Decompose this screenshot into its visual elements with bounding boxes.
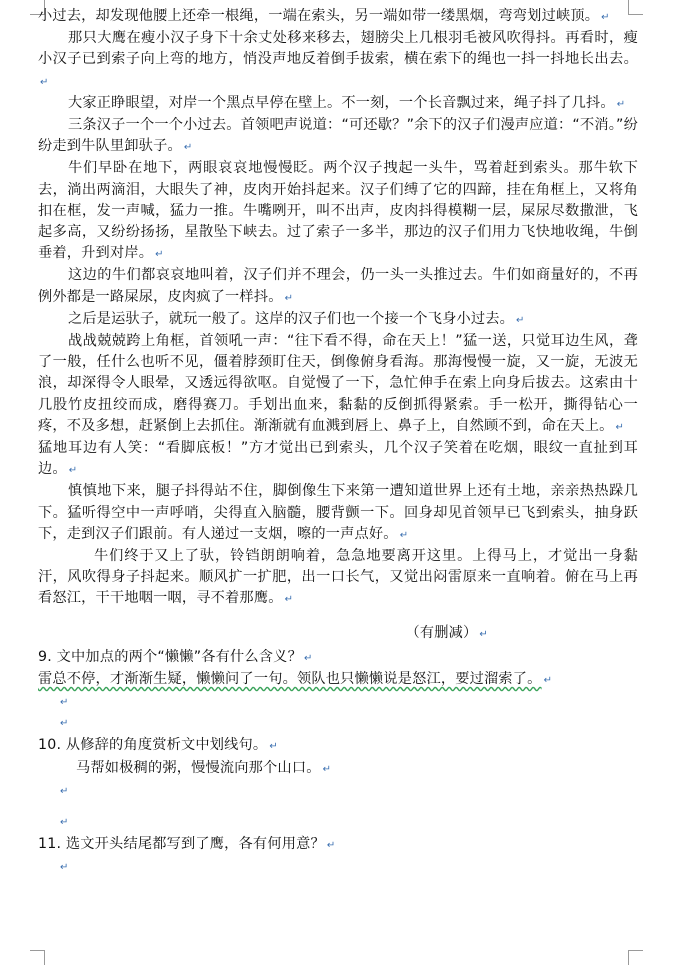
paragraph-mark-icon: ↵: [399, 529, 409, 541]
question-9-excerpt: 雷总不停，才渐渐生疑，懒懒问了一句。领队也只懒懒说是怒江，要过溜索了。 ↵: [38, 671, 553, 688]
paragraph-mark-icon: ↵: [269, 741, 278, 753]
paragraph-mark-icon: ↵: [284, 594, 294, 606]
paragraph: 这边的牛们都哀哀地叫着，汉子们并不理会，仍一头一头推过去。牛们如商量好的，不再例外都是一路屎尿，皮肉疯了一样抖。 ↵: [38, 267, 638, 305]
paragraph-mark-icon: ↵: [155, 249, 164, 261]
answer-blank[interactable]: [38, 691, 638, 712]
paragraph-mark-icon: ↵: [284, 292, 294, 304]
paragraph-mark-icon: ↵: [68, 465, 78, 477]
paragraph: 牛们终于又上了驮，铃铛朗朗响着，急急地要离开这里。上得马上，才觉出一身黏汗，风吹得身子抖起来。顺风扩一扩肥，出一口长气，又觉出闷雷原来一直响着。俯在马上再看怒江，干干地咽一咽，寻不着那鹰。 ↵: [38, 548, 638, 607]
paragraph-mark-icon: ↵: [616, 98, 626, 110]
paragraph-mark-icon: ↵: [303, 652, 313, 664]
paragraph: 慎慎地下来，腿子抖得站不住，脚倒像生下来第一遭知道世界上还有土地，亲亲热热跺几下。猛听得空中一声呼哨，尖得直入脑髓，腰背颤一下。回身却见首领早已飞到索头，抽身跃下，走到汉子们跟前。有人递过一支烟，嚓的一声点好。 ↵: [38, 483, 638, 542]
answer-blank[interactable]: [38, 811, 638, 832]
paragraph-mark-icon: ↵: [479, 628, 488, 640]
question-11: 11. 选文开头结尾都写到了鹰，各有何用意？ ↵: [38, 835, 336, 852]
paragraph: 大家正睁眼望，对岸一个黑点早停在壁上。不一刻，一个长音飘过来，绳子抖了几抖。 ↵: [68, 94, 626, 111]
question-10: 10. 从修辞的角度赏析文中划线句。 ↵: [38, 737, 278, 754]
paragraph: 小过去，却发现他腰上还牵一根绳，一端在索头，另一端如带一缕黑烟，弯弯划过峡顶。 ↵: [38, 8, 610, 24]
paragraph: 战战兢兢跨上角框，首领吼一声：“往下看不得，命在天上！”猛一送，只觉耳边生风，聋了一般，任什么也听不见，僵着脖颈盯住天，倒像俯身看海。那海慢慢一旋，又一旋，无波无浪，却深得令人眼晕，又透远得欲呕。自觉慢了一下，急忙伸手在索上向身后拔去。这索由十几股竹皮扭绞而成，磨得赛刀。手划出血来，黏黏的反倒抓得紧索。手一松开，撕得钻心一疼，不及多想，赶紧倒上去抓住。渐渐就有血溅到唇上、鼻子上，自然顾不到，命在天上。 ↵: [38, 333, 638, 434]
paragraph-mark-icon: ↵: [183, 142, 193, 154]
paragraph-mark-icon: ↵: [60, 816, 69, 828]
question-9: 9. 文中加点的两个“懒懒”各有什么含义？ ↵: [38, 648, 313, 665]
answer-blank[interactable]: [38, 780, 638, 801]
paragraph: 三条汉子一个一个小过去。首领吧声说道：“可还歇？”余下的汉子们漫声应道：“不消。”纷纷走到牛队里卸驮子。 ↵: [38, 117, 638, 155]
paragraph-mark-icon: ↵: [60, 718, 69, 730]
paragraph-mark-icon: ↵: [60, 785, 69, 797]
answer-blank[interactable]: [38, 856, 638, 877]
paragraph: 那只大鹰在瘦小汉子身下十余丈处移来移去，翅膀尖上几根羽毛被风吹得抖。再看时，瘦小汉子已到索子向上弯的地方，悄没声地反着倒手拔索，横在索下的绳也一抖一抖地长出去。↵: [38, 30, 638, 88]
page-corner-bottom-right: [628, 950, 643, 965]
paragraph-mark-icon: ↵: [615, 421, 625, 433]
source-note: （有删减） ↵: [405, 624, 488, 641]
paragraph-mark-icon: ↵: [60, 861, 69, 873]
paragraph-mark-icon: ↵: [60, 697, 69, 709]
paragraph-mark-icon: ↵: [516, 314, 525, 326]
page-corner-bottom-left: [30, 950, 45, 965]
paragraph-mark-icon: ↵: [322, 763, 332, 775]
paragraph-mark-icon: ↵: [40, 76, 49, 88]
paragraph: 之后是运驮子，就玩一般了。这岸的汉子们也一个接一个飞身小过去。 ↵: [68, 310, 525, 327]
paragraph-mark-icon: ↵: [543, 675, 553, 687]
paragraph: 牛们早卧在地下，两眼哀哀地慢慢眨。两个汉子拽起一头牛，骂着赶到索头。那牛软下去，淌出两滴泪，大眼失了神，皮肉开始抖起来。汉子们缚了它的四蹄，挂在角框上，又将角扣在框，发一声喊，猛力一推。牛嘴咧开，叫不出声，皮肉抖得模糊一层，屎尿尽数撒泄，飞起多高，又纷纷扬扬，星散坠下峡去。过了索子一多半，那边的汉子们用力飞快地收绳，牛倒垂着，升到对岸。 ↵: [38, 160, 638, 262]
document-page[interactable]: [38, 6, 638, 877]
answer-blank[interactable]: [38, 712, 638, 733]
paragraph-mark-icon: ↵: [326, 839, 336, 851]
question-10-excerpt: 马帮如极稠的粥，慢慢流向那个山口。 ↵: [76, 759, 332, 776]
paragraph: 猛地耳边有人笑：“看脚底板！”方才觉出已到索头，几个汉子笑着在吃烟，眼纹一直扯到耳边。 ↵: [38, 440, 638, 478]
paragraph-mark-icon: ↵: [601, 12, 610, 23]
spacer: [38, 801, 638, 811]
